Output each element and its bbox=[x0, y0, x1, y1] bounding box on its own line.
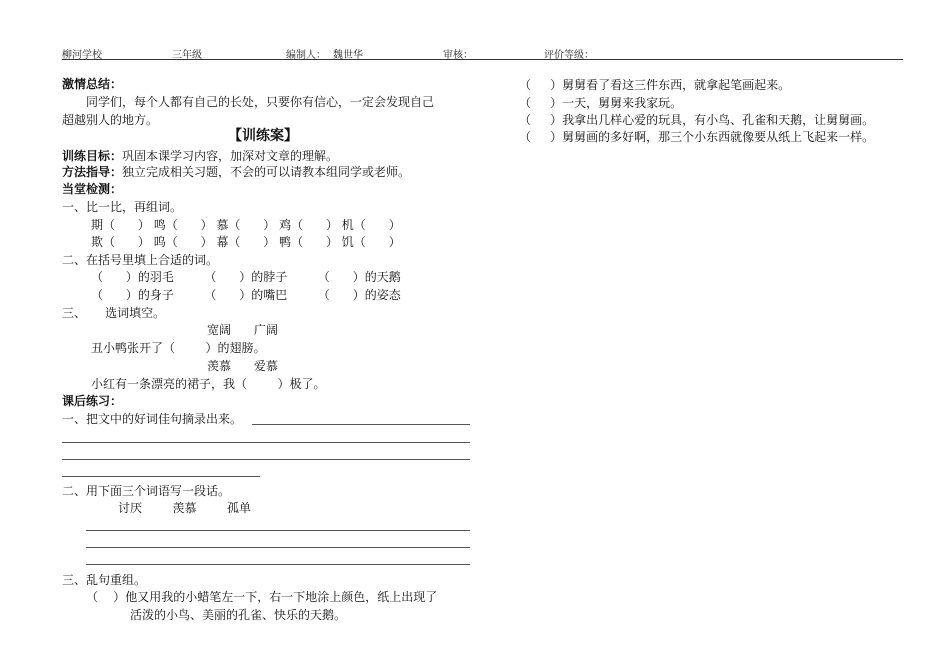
header-editor-label: 编制人： bbox=[286, 50, 326, 61]
q3-words-2: 羡慕 爱慕 bbox=[207, 359, 278, 373]
header-reviewer-label: 审核： bbox=[443, 50, 473, 61]
summary-heading: 激情总结： bbox=[62, 77, 123, 91]
check-heading: 当堂检测： bbox=[62, 182, 123, 196]
reorder-line-2: （ ）一天，舅舅来我家玩。 bbox=[519, 96, 683, 110]
q2-row-2: （ ）的身子 （ ）的嘴巴 （ ）的姿态 bbox=[91, 288, 401, 302]
q2-row-1: （ ）的羽毛 （ ）的脖子 （ ）的天鹅 bbox=[91, 270, 401, 284]
p1-title: 一、把文中的好词佳句摘录出来。 bbox=[62, 412, 243, 426]
q1-row-2: 欺（ ） 呜（ ） 幕（ ） 鸭（ ） 饥（ ） bbox=[91, 235, 401, 249]
reorder-line-1: （ ）舅舅看了看这三件东西，就拿起笔画起来。 bbox=[519, 78, 791, 92]
reorder-line-4: （ ）舅舅画的多好啊，那三个小东西就像要从纸上飞起来一样。 bbox=[519, 130, 875, 144]
p2-title: 二、用下面三个词语写一段话。 bbox=[62, 484, 231, 498]
p3-line-1: （ ）他又用我的小蜡笔左一下，右一下地涂上颜色，纸上出现了 bbox=[86, 590, 438, 604]
p3-line-2: 活泼的小鸟、美丽的孔雀、快乐的天鹅。 bbox=[130, 608, 347, 622]
q2-title: 二、在括号里填上合适的词。 bbox=[62, 253, 219, 267]
header-editor-name: 魏世华 bbox=[333, 50, 363, 61]
q3-words-1: 宽阔 广阔 bbox=[207, 323, 278, 337]
header-rating-label: 评价等级： bbox=[544, 50, 594, 61]
method-row bbox=[62, 164, 410, 180]
answer-line bbox=[62, 459, 470, 460]
summary-line-1: 同学们，每个人都有自己的长处，只要你有信心，一定会发现自己 bbox=[86, 95, 435, 109]
p2-words: 讨厌 羡慕 孤单 bbox=[118, 501, 252, 515]
header-school: 柳河学校 bbox=[62, 50, 102, 61]
header-grade: 三年级 bbox=[172, 50, 202, 61]
p3-title: 三、乱句重组。 bbox=[62, 573, 147, 587]
reorder-line-3: （ ）我拿出几样心爱的玩具，有小鸟、孔雀和天鹅，让舅舅画。 bbox=[519, 113, 875, 127]
method-label: 方法指导： bbox=[62, 165, 123, 179]
q1-row-1: 期（ ） 鸣（ ） 慕（ ） 鸡（ ） 机（ ） bbox=[91, 218, 401, 232]
q3-sentence-2: 小红有一条漂亮的裙子，我（ ）极了。 bbox=[91, 377, 326, 391]
method-text: 独立完成相关习题，不会的可以请教本组同学或老师。 bbox=[122, 165, 411, 179]
answer-line bbox=[86, 530, 470, 531]
header-divider bbox=[62, 59, 903, 60]
q1-title: 一、比一比，再组词。 bbox=[62, 200, 183, 214]
after-class-heading: 课后练习： bbox=[62, 394, 123, 408]
goal-row bbox=[62, 148, 338, 164]
q3-title: 三、 选词填空。 bbox=[62, 306, 166, 320]
goal-label: 训练目标： bbox=[62, 149, 123, 163]
answer-line bbox=[62, 442, 470, 443]
q3-sentence-1: 丑小鸭张开了（ ）的翅膀。 bbox=[91, 341, 266, 355]
answer-line bbox=[252, 424, 470, 425]
goal-text: 巩固本课学习内容，加深对文章的理解。 bbox=[122, 149, 339, 163]
answer-line bbox=[86, 564, 470, 565]
summary-line-2: 超越别人的地方。 bbox=[62, 113, 159, 127]
answer-line bbox=[62, 476, 260, 477]
answer-line bbox=[86, 547, 470, 548]
section-title: 【训练案】 bbox=[228, 128, 298, 144]
